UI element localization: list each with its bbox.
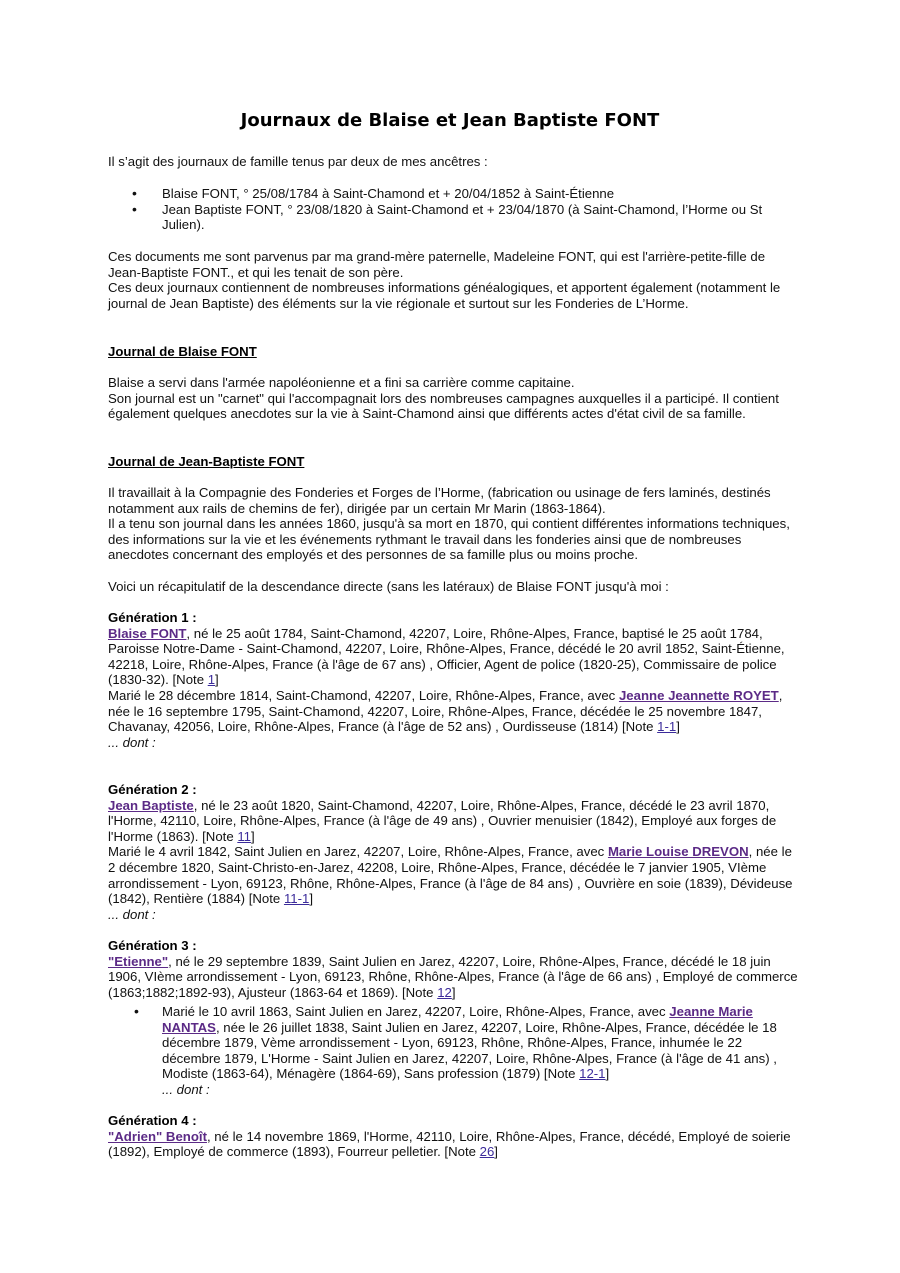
spouse-details: , née le 26 juillet 1838, Saint Julien en Jarez, 42207, Loire, Rhône-Alpes, France, décédée le 18 décembre 1879, Vème arrondissement - Lyon, 69123, Rhône, Rhône-Alpes, France, inhumée le 22 décembre 1879, L'Horme - Saint Julien en Jarez, 42207, Loire, Rhône-Alpes, France (à l'âge de 41 ans) , Modiste (1863-64), Ménagère (1864-69), Sans profession (1879) [Note — [162, 1019, 777, 1082]
generation-1 — [108, 610, 798, 750]
note-link[interactable]: 12-1 — [579, 1066, 606, 1082]
blaise-paragraphs — [108, 375, 798, 422]
generation-label: Génération 3 : — [108, 938, 197, 953]
documents-paragraphs — [108, 249, 798, 311]
person-link[interactable]: Jean Baptiste — [108, 797, 194, 813]
person-link[interactable]: "Adrien" Benoît — [108, 1128, 207, 1144]
recap-paragraph: Voici un récapitulatif de la descendance directe (sans les latéraux) de Blaise FONT jusqu'à moi : — [108, 579, 669, 594]
note-bracket: ] — [309, 891, 314, 907]
note-bracket: ] — [494, 1144, 498, 1160]
blaise-career-text: Blaise a servi dans l'armée napoléonienne et a fini sa carrière comme capitaine. — [108, 375, 575, 390]
jb-heading-text: Journal de Jean-Baptiste FONT — [108, 454, 305, 469]
descendants-marker: ... dont : — [108, 906, 156, 922]
note-link[interactable]: 11-1 — [283, 891, 310, 907]
spouse-details: , née le 16 septembre 1795, Saint-Chamond, 42207, Loire, Rhône-Alpes, France, décédée le 25 novembre 1847, Chavanay, 42056, Loire, Rhône-Alpes, France (à l'âge de 52 ans) , Ourdisseuse (1814) [Note — [108, 687, 783, 735]
ancestor-item: • Blaise FONT, ° 25/08/1784 à Saint-Chamond et + 20/04/1852 à Saint-Étienne — [108, 186, 798, 202]
intro-paragraph: Il s’agit des journaux de famille tenus par deux de mes ancêtres : — [108, 154, 488, 169]
note-bracket: ] — [215, 672, 219, 688]
jb-journal-text: Il a tenu son journal dans les années 1860, jusqu'à sa mort en 1870, qui contient différentes informations techniques, des informations sur la vie et les événements rythmant le travail dans les fonderies ainsi que de nombreuses anecdotes concernant des employés et des personnes de sa famille plus ou moins proche. — [108, 516, 790, 563]
generation-label: Génération 1 : — [108, 610, 197, 625]
person-details: , né le 29 septembre 1839, Saint Julien en Jarez, 42207, Loire, Rhône-Alpes, France, décédé le 18 juin 1906, VIème arrondissement - Lyon, 69123, Rhône, Rhône-Alpes, France (à l'âge de 66 ans) , Employé de commerce (1863;1882;1892-93), Ajusteur (1863-64 et 1869). [Note — [108, 953, 798, 1000]
documents-origin-text: Ces documents me sont parvenus par ma grand-mère paternelle, Madeleine FONT, qui est l'arrière-petite-fille de Jean-Baptiste FONT., et qui les tenait de son père. — [108, 249, 766, 280]
note-link[interactable]: 26 — [479, 1144, 495, 1160]
note-link[interactable]: 12 — [437, 984, 452, 1000]
spouse-details: , née le 2 décembre 1820, Saint-Christo-en-Jarez, 42208, Loire, Rhône-Alpes, France, décédée le 7 janvier 1905, VIème arrondissement - Lyon, 69123, Rhône, Rhône-Alpes, France (à l'âge de 84 ans) , Ouvrière en soie (1839), Dévideuse (1842), Rentière (1884) [Note — [108, 844, 793, 907]
blaise-journal-text: Son journal est un "carnet" qui l'accompagnait lors des nombreuses campagnes auxquelles il a participé. Il contient également quelques anecdotes sur la vie à Saint-Chamond ainsi que différents actes d'état civil de sa famille. — [108, 390, 779, 422]
note-bracket: ] — [676, 719, 680, 735]
document-title: Journaux de Blaise et Jean Baptiste FONT — [240, 110, 660, 131]
spouse-link[interactable]: Marie Louise DREVON — [607, 844, 749, 860]
note-bracket: ] — [251, 828, 255, 844]
generation-2 — [108, 782, 798, 922]
ancestor-item: • Jean Baptiste FONT, ° 23/08/1820 à Saint-Chamond et + 23/04/1870 (à Saint-Chamond, l’Horme ou St Julien). — [108, 202, 798, 233]
blaise-heading — [108, 344, 798, 360]
marriage-details: Marié le 28 décembre 1814, Saint-Chamond, 42207, Loire, Rhône-Alpes, France, avec — [108, 687, 619, 703]
note-bracket: ] — [605, 1066, 610, 1082]
jb-paragraphs — [108, 485, 798, 563]
note-link[interactable]: 1 — [207, 672, 216, 688]
person-details: , né le 25 août 1784, Saint-Chamond, 42207, Loire, Rhône-Alpes, France, baptisé le 25 août 1784, Paroisse Notre-Dame - Saint-Chamond, 42207, Loire, Rhône-Alpes, France, décédé le 20 avril 1852, Saint-Étienne, 42218, Loire, Rhône-Alpes, France (à l'âge de 67 ans) , Officier, Agent de police (1820-25), Commissaire de police (1830-32). [Note — [108, 625, 785, 688]
note-bracket: ] — [451, 984, 456, 1000]
blaise-heading-text: Journal de Blaise FONT — [108, 344, 257, 359]
person-details: , né le 14 novembre 1869, l'Horme, 42110, Loire, Rhône-Alpes, France, décédé, Employé de soierie (1892), Employé de commerce (1893), Fourreur pelletier. [Note — [108, 1128, 791, 1160]
generation-label: Génération 4 : — [108, 1113, 197, 1128]
marriage-item — [108, 1004, 798, 1098]
spouse-link[interactable]: Jeanne Jeannette ROYET — [618, 687, 779, 703]
descendants-marker: ... dont : — [162, 1081, 210, 1097]
generation-4 — [108, 1113, 798, 1160]
person-details: , né le 23 août 1820, Saint-Chamond, 42207, Loire, Rhône-Alpes, France, décédé le 23 avril 1870, l'Horme, 42110, Loire, Rhône-Alpes, France (à l'âge de 49 ans) , Ouvrier menuisier (1842), Employé aux forges de l'Horme (1863). [Note — [108, 797, 777, 844]
generation-label: Génération 2 : — [108, 782, 197, 797]
jb-heading — [108, 454, 798, 470]
marriage-details: Marié le 4 avril 1842, Saint Julien en Jarez, 42207, Loire, Rhône-Alpes, France, avec — [108, 844, 608, 860]
note-link[interactable]: 1-1 — [657, 719, 677, 735]
descendants-marker: ... dont : — [108, 734, 156, 750]
jb-work-text: Il travaillait à la Compagnie des Fonderies et Forges de l’Horme, (fabrication ou usinage de fers laminés, destinés notamment aux rails de chemins de fer), dirigée par un certain Mr Marin (1863-1864). — [108, 485, 771, 516]
spouse-link[interactable]: Jeanne Marie NANTAS — [162, 1004, 753, 1035]
generation-3 — [108, 938, 798, 1000]
person-link[interactable]: Blaise FONT — [108, 625, 187, 641]
documents-content-text: Ces deux journaux contiennent de nombreuses informations généalogiques, et apportent également (notamment le journal de Jean Baptiste) des éléments sur la vie régionale et surtout sur les Fonderies de L’Horme. — [108, 280, 781, 311]
note-link[interactable]: 11 — [237, 828, 252, 844]
ancestor-list — [108, 186, 798, 233]
generation-3-marriage — [108, 1004, 798, 1098]
person-link[interactable]: "Etienne" — [108, 953, 169, 969]
marriage-details: Marié le 10 avril 1863, Saint Julien en Jarez, 42207, Loire, Rhône-Alpes, France, avec — [162, 1004, 670, 1019]
